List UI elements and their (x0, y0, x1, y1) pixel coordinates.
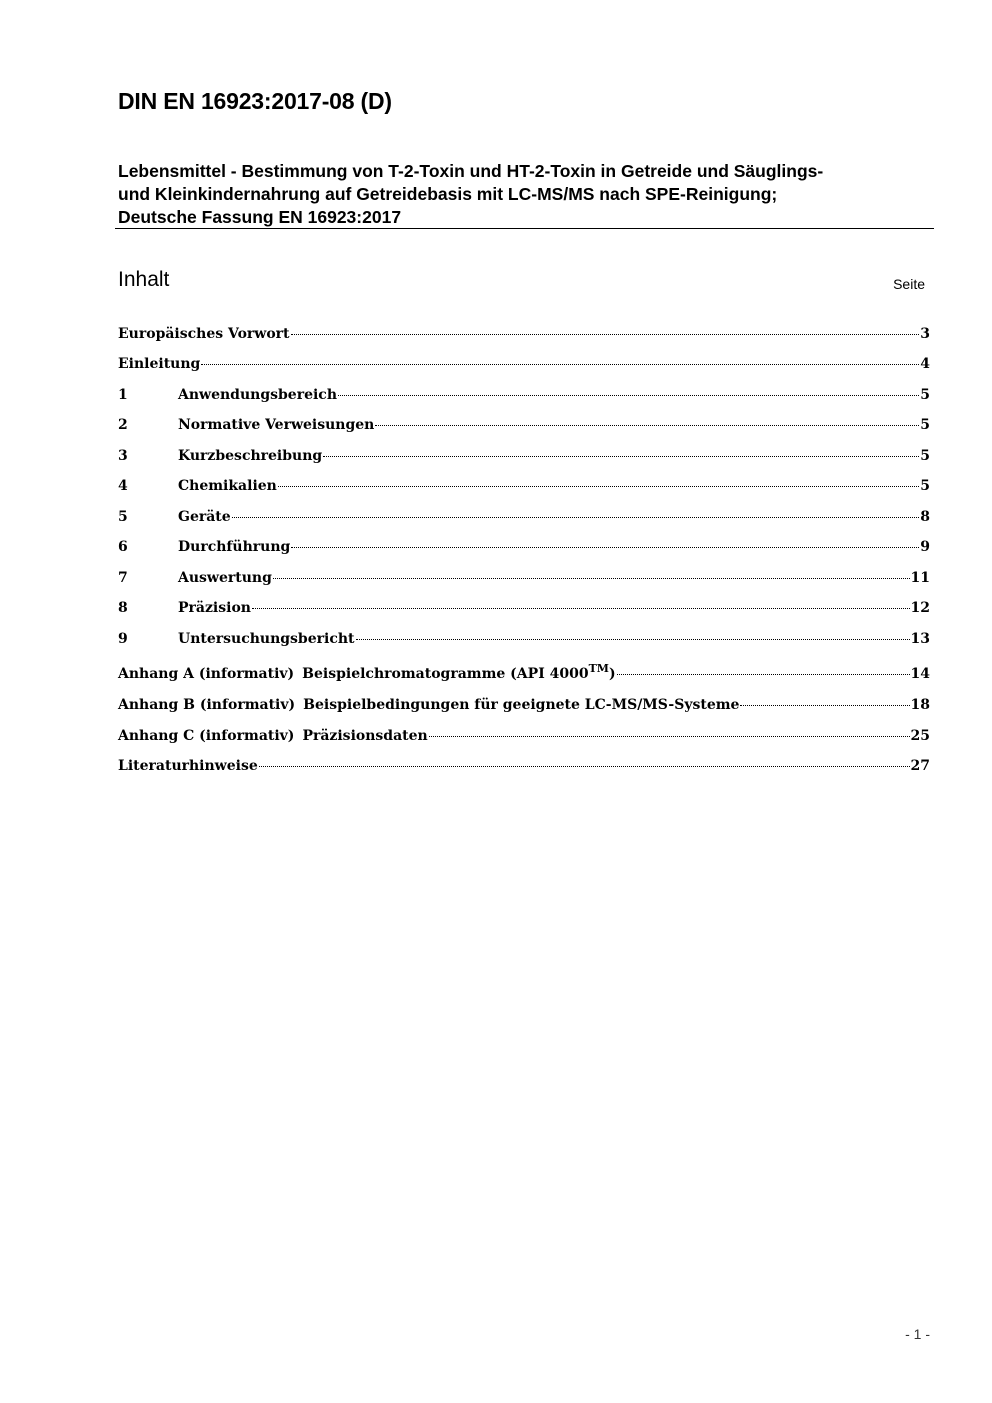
toc-entry[interactable] (118, 758, 930, 778)
toc-entry-page: 5 (920, 478, 930, 494)
toc-entry-annex: Anhang B (informativ) (118, 697, 296, 713)
toc-entry-title: Einleitung (118, 356, 201, 372)
toc-entry-page: 5 (920, 387, 930, 403)
toc-entry-number: 2 (118, 417, 128, 433)
toc-entry-page: 3 (920, 326, 930, 342)
toc-heading: Inhalt (118, 268, 170, 291)
toc-leader-dots (278, 486, 919, 487)
toc-entry-number: 7 (118, 570, 128, 586)
document-title-line: und Kleinkindernahrung auf Getreidebasis mit LC-MS/MS nach SPE-Reinigung; (118, 184, 778, 204)
toc-entry-title: Geräte (178, 509, 231, 525)
toc-leader-dots (323, 456, 919, 457)
toc-leader-dots (375, 425, 919, 426)
toc-entry-title: Kurzbeschreibung (178, 448, 323, 464)
toc-leader-dots (259, 766, 910, 767)
toc-entry-page: 13 (910, 631, 930, 647)
toc-entry-title: Präzision (178, 600, 251, 616)
toc-leader-dots (201, 364, 919, 365)
toc-entry-number: 9 (118, 631, 128, 647)
document-title-line: Lebensmittel - Bestimmung von T-2-Toxin und HT-2-Toxin in Getreide und Säuglings- (118, 161, 824, 181)
toc-entry-page: 5 (920, 448, 930, 464)
toc-entry[interactable] (118, 728, 930, 748)
toc-leader-dots (338, 395, 919, 396)
toc-entry[interactable] (118, 478, 930, 498)
toc-entry-title: Beispielbedingungen für geeignete LC-MS/MS-Systeme (303, 697, 740, 713)
toc-entry[interactable] (118, 570, 930, 590)
toc-entry-number: 4 (118, 478, 128, 494)
toc-entry-number: 3 (118, 448, 128, 464)
toc-entry-page: 27 (910, 758, 930, 774)
toc-leader-dots (252, 608, 910, 609)
toc-entry[interactable] (118, 417, 930, 437)
toc-entry-title: Auswertung (178, 570, 272, 586)
toc-leader-dots (617, 674, 910, 675)
toc-entry-number: 1 (118, 387, 128, 403)
toc-leader-dots (232, 517, 920, 518)
document-id: DIN EN 16923:2017-08 (D) (118, 88, 392, 114)
toc-entry[interactable] (118, 356, 930, 376)
toc-leader-dots (356, 639, 910, 640)
toc-entry-page: 18 (910, 697, 930, 713)
toc-entry[interactable] (118, 509, 930, 529)
document-title (118, 160, 936, 229)
toc-entry[interactable] (118, 326, 930, 346)
trademark-mark: TM (588, 662, 609, 675)
toc-entry[interactable] (118, 662, 930, 686)
toc-entry-number: 5 (118, 509, 128, 525)
toc-entry-title: Anwendungsbereich (178, 387, 337, 403)
toc-entry[interactable] (118, 631, 930, 651)
toc-entry-annex: Anhang C (informativ) (118, 728, 295, 744)
toc-leader-dots (291, 547, 919, 548)
page-number: - 1 - (905, 1326, 930, 1342)
toc-entry-title: Europäisches Vorwort (118, 326, 290, 342)
toc-entry[interactable] (118, 448, 930, 468)
title-divider (115, 228, 934, 229)
toc-entry-number: 8 (118, 600, 128, 616)
toc-leader-dots (273, 578, 910, 579)
toc-entry[interactable] (118, 600, 930, 620)
toc-entry-annex: Anhang A (informativ) (118, 666, 295, 682)
toc-entry-page: 8 (920, 509, 930, 525)
toc-leader-dots (740, 705, 909, 706)
toc-entry-title: Durchführung (178, 539, 291, 555)
toc-entry[interactable] (118, 387, 930, 407)
toc-entry-title: Untersuchungsbericht (178, 631, 355, 647)
toc-entry-title: Normative Verweisungen (178, 417, 375, 433)
toc-entry-title: Beispielchromatogramme (API 4000™) (302, 662, 616, 682)
toc-entry-page: 11 (910, 570, 930, 586)
toc-entry-number: 6 (118, 539, 128, 555)
toc-entry-page: 12 (910, 600, 930, 616)
toc-entry-page: 5 (920, 417, 930, 433)
toc-leader-dots (429, 736, 910, 737)
toc-entry-page: 9 (920, 539, 930, 555)
document-title-line: Deutsche Fassung EN 16923:2017 (118, 207, 402, 227)
toc-entry-title: Literaturhinweise (118, 758, 258, 774)
toc-entry-page: 25 (910, 728, 930, 744)
toc-entry-title: Chemikalien (178, 478, 277, 494)
toc-leader-dots (291, 334, 920, 335)
toc-entry-page: 14 (910, 666, 930, 682)
toc-page-label: Seite (893, 276, 925, 292)
toc-entry-page: 4 (920, 356, 930, 372)
toc-entry[interactable] (118, 697, 930, 717)
toc-entry-title: Präzisionsdaten (302, 728, 428, 744)
toc-entry[interactable] (118, 539, 930, 559)
